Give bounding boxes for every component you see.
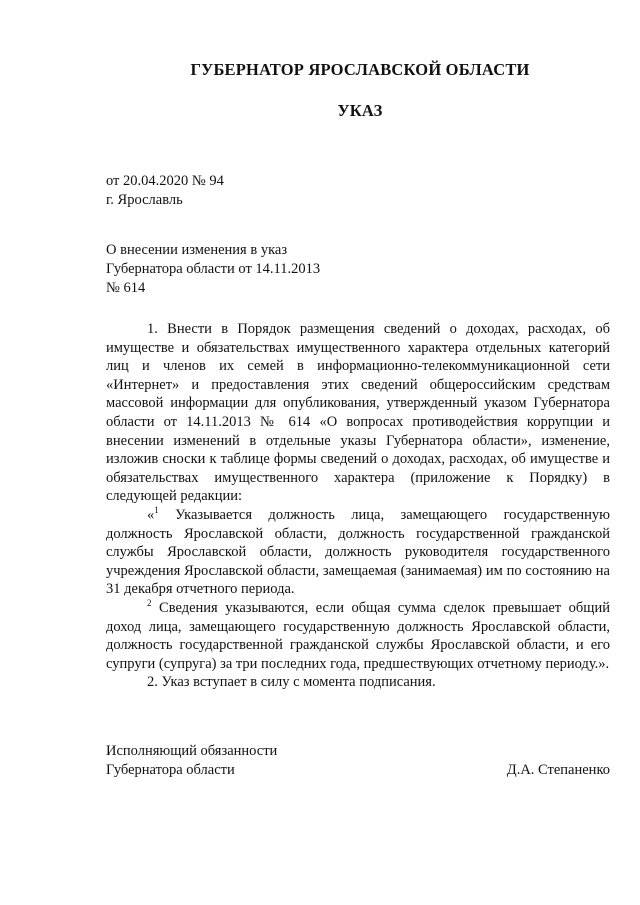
signature-row [106,761,610,780]
document-body [106,320,610,692]
footnote-2-text: Сведения указываются, если общая сумма сделок превышает общий доход лица, замещающего государственную должность Ярославской области, должность государственной гражданской службы Ярославской области, и его супруги (супруга) за три последних года, предшествующих отчетному периоду.». [106,599,610,672]
footnote-2 [106,599,610,673]
document-city: г. Ярославль [106,192,183,208]
document-date-number: от 20.04.2020 № 94 [106,173,224,189]
signer-name: Д.А. Степаненко [506,762,610,778]
document-authority-heading: ГУБЕРНАТОР ЯРОСЛАВСКОЙ ОБЛАСТИ [190,60,530,79]
document-type-heading: УКАЗ [337,101,383,120]
subject-line-2: Губернатора области от 14.11.2013 [106,261,321,277]
signer-position-line-2: Губернатора области [106,762,235,778]
paragraph-1: 1. Внести в Порядок размещения сведений о доходах, расходах, об имуществе и обязательствах имущественного характера отдельных категорий лиц и членов их семей в информационно-телекоммуникационной сети «Интернет» и предоставления этих сведений общероссийским средствам массовой информации для опубликования, утвержденный указом Губернатора области от 14.11.2013 № 614 «О вопросах противодействия коррупции и внесении изменений в отдельные указы Губернатора области», изменение, изложив сноски к таблице формы сведений о доходах, расходах, об имуществе и обязательствах имущественного характера (приложение к Порядку) в следующей редакции: [106,321,610,505]
footnote-1-mark: 1 [154,505,159,516]
footnote-2-mark: 2 [147,598,152,609]
footnote-1 [106,506,610,599]
signer-position-line-1: Исполняющий обязанности [106,743,278,759]
paragraph-2: 2. Указ вступает в силу с момента подписания. [147,674,436,691]
document-subject [106,241,320,298]
document-meta [106,172,224,210]
quote-open: « [147,506,155,523]
signature-block [106,742,610,780]
footnote-1-text: Указывается должность лица, замещающего государственную должность Ярославской области, должность государственной гражданской службы Ярославской области, должность руководителя государственного учреждения Ярославской области, замещаемая (занимаемая) им по состоянию на 31 декабря отчетного периода. [106,506,610,598]
subject-line-1: О внесении изменения в указ [106,242,288,258]
subject-line-3: № 614 [106,280,146,296]
